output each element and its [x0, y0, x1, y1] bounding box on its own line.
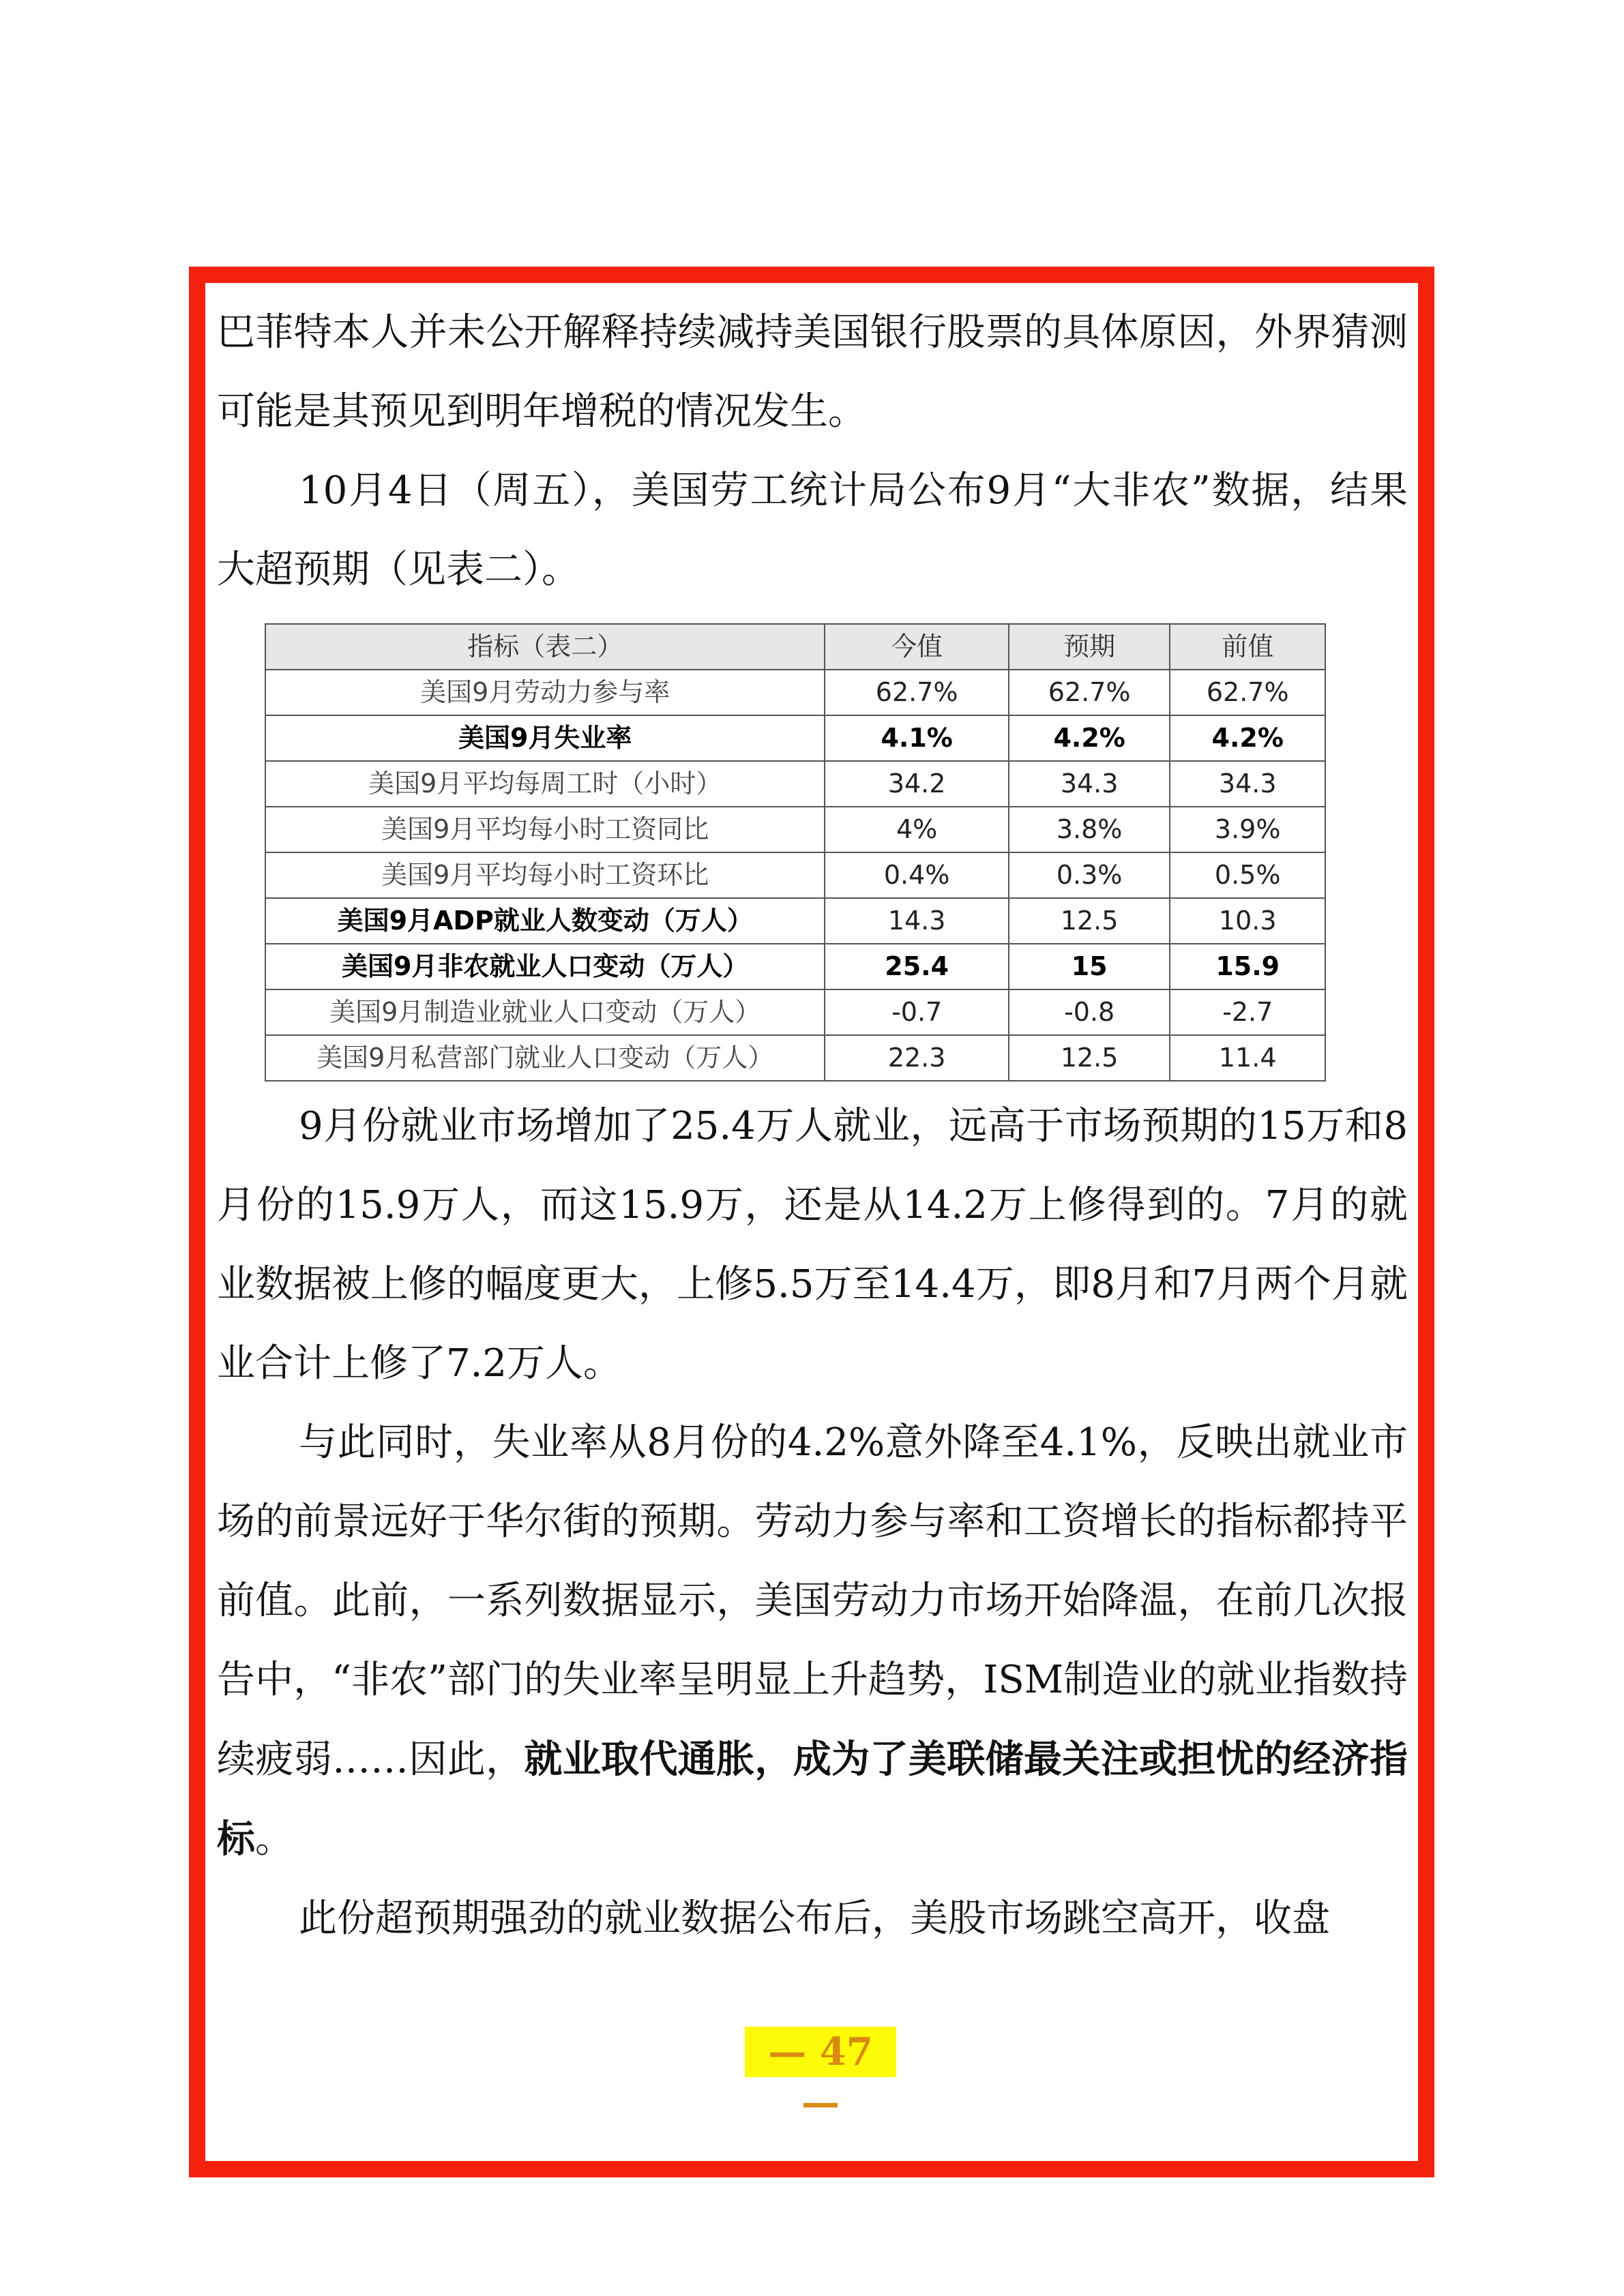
indicator-cell: 美国9月平均每小时工资环比 [265, 852, 825, 898]
table-row [265, 898, 1325, 944]
indicator-cell: 美国9月平均每周工时（小时） [265, 761, 825, 807]
paragraph-2: 10月4日（周五），美国劳工统计局公布9月“大非农”数据，结果大超预期（见表二）。 [217, 468, 1408, 592]
previous-cell: 11.4 [1170, 1035, 1325, 1081]
expected-cell: 15 [1009, 944, 1170, 989]
paragraph-4-text: 与此同时，失业率从8月份的4.2%意外降至4.1%，反映出就业市场的前景远好于华尔街的预期。劳动力参与率和工资增长的指标都持平前值。此前，一系列数据显示，美国劳动力市场开始降温，在前几次报告中，“非农”部门的失业率呈明显上升趋势，ISM制造业的就业指数持续疲弱……因此， [217, 1420, 1408, 1782]
table-row [265, 1035, 1325, 1081]
paragraph-1: 巴菲特本人并未公开解释持续减持美国银行股票的具体原因，外界猜测可能是其预见到明年增税的情况发生。 [217, 310, 1408, 434]
paragraph-4-end: 。 [255, 1817, 293, 1862]
header-indicator: 指标（表二） [265, 624, 825, 670]
table-row [265, 761, 1325, 807]
paragraph-3: 9月份就业市场增加了25.4万人就业，远高于市场预期的15万和8月份的15.9万人，而这15.9万，还是从14.2万上修得到的。7月的就业数据被上修的幅度更大，上修5.5万至14.4万，即8月和7月两个月就业合计上修了7.2万人。 [217, 1104, 1408, 1386]
header-previous: 前值 [1170, 624, 1325, 670]
table-row [265, 944, 1325, 989]
indicator-cell: 美国9月失业率 [265, 715, 825, 761]
table-row [265, 989, 1325, 1035]
current-cell: 62.7% [825, 670, 1008, 715]
expected-cell: 3.8% [1009, 807, 1170, 852]
current-cell: 34.2 [825, 761, 1008, 807]
indicator-cell: 美国9月非农就业人口变动（万人） [265, 944, 825, 989]
previous-cell: 62.7% [1170, 670, 1325, 715]
previous-cell: 15.9 [1170, 944, 1325, 989]
page-content [217, 293, 1408, 1958]
current-cell: 22.3 [825, 1035, 1008, 1081]
previous-cell: 4.2% [1170, 715, 1325, 761]
indicator-cell: 美国9月制造业就业人口变动（万人） [265, 989, 825, 1035]
indicator-cell: 美国9月私营部门就业人口变动（万人） [265, 1035, 825, 1081]
paragraph-4-bold-text: 就业取代通胀，成为了美联储最关注或担忧的经济指标 [217, 1737, 1408, 1862]
indicator-cell: 美国9月劳动力参与率 [265, 670, 825, 715]
previous-cell: 3.9% [1170, 807, 1325, 852]
table-header-row [265, 624, 1325, 670]
table-row [265, 715, 1325, 761]
paragraph-4 [217, 1403, 1408, 1879]
expected-cell: 34.3 [1009, 761, 1170, 807]
expected-cell: -0.8 [1009, 989, 1170, 1035]
header-expected: 预期 [1009, 624, 1170, 670]
table-row [265, 670, 1325, 715]
previous-cell: 0.5% [1170, 852, 1325, 898]
nonfarm-data-table [265, 623, 1326, 1082]
table-row [265, 852, 1325, 898]
table-row [265, 807, 1325, 852]
expected-cell: 12.5 [1009, 898, 1170, 944]
indicator-cell: 美国9月ADP就业人数变动（万人） [265, 898, 825, 944]
current-cell: 4% [825, 807, 1008, 852]
previous-cell: -2.7 [1170, 989, 1325, 1035]
expected-cell: 62.7% [1009, 670, 1170, 715]
previous-cell: 34.3 [1170, 761, 1325, 807]
current-cell: -0.7 [825, 989, 1008, 1035]
current-cell: 25.4 [825, 944, 1008, 989]
current-cell: 4.1% [825, 715, 1008, 761]
expected-cell: 0.3% [1009, 852, 1170, 898]
header-current: 今值 [825, 624, 1008, 670]
previous-cell: 10.3 [1170, 898, 1325, 944]
indicator-cell: 美国9月平均每小时工资同比 [265, 807, 825, 852]
current-cell: 14.3 [825, 898, 1008, 944]
table-2-container [265, 623, 1326, 1082]
current-cell: 0.4% [825, 852, 1008, 898]
page-number: — 47 — [745, 2027, 896, 2077]
expected-cell: 12.5 [1009, 1035, 1170, 1081]
paragraph-5: 此份超预期强劲的就业数据公布后，美股市场跳空高开，收盘 [299, 1896, 1330, 1941]
expected-cell: 4.2% [1009, 715, 1170, 761]
